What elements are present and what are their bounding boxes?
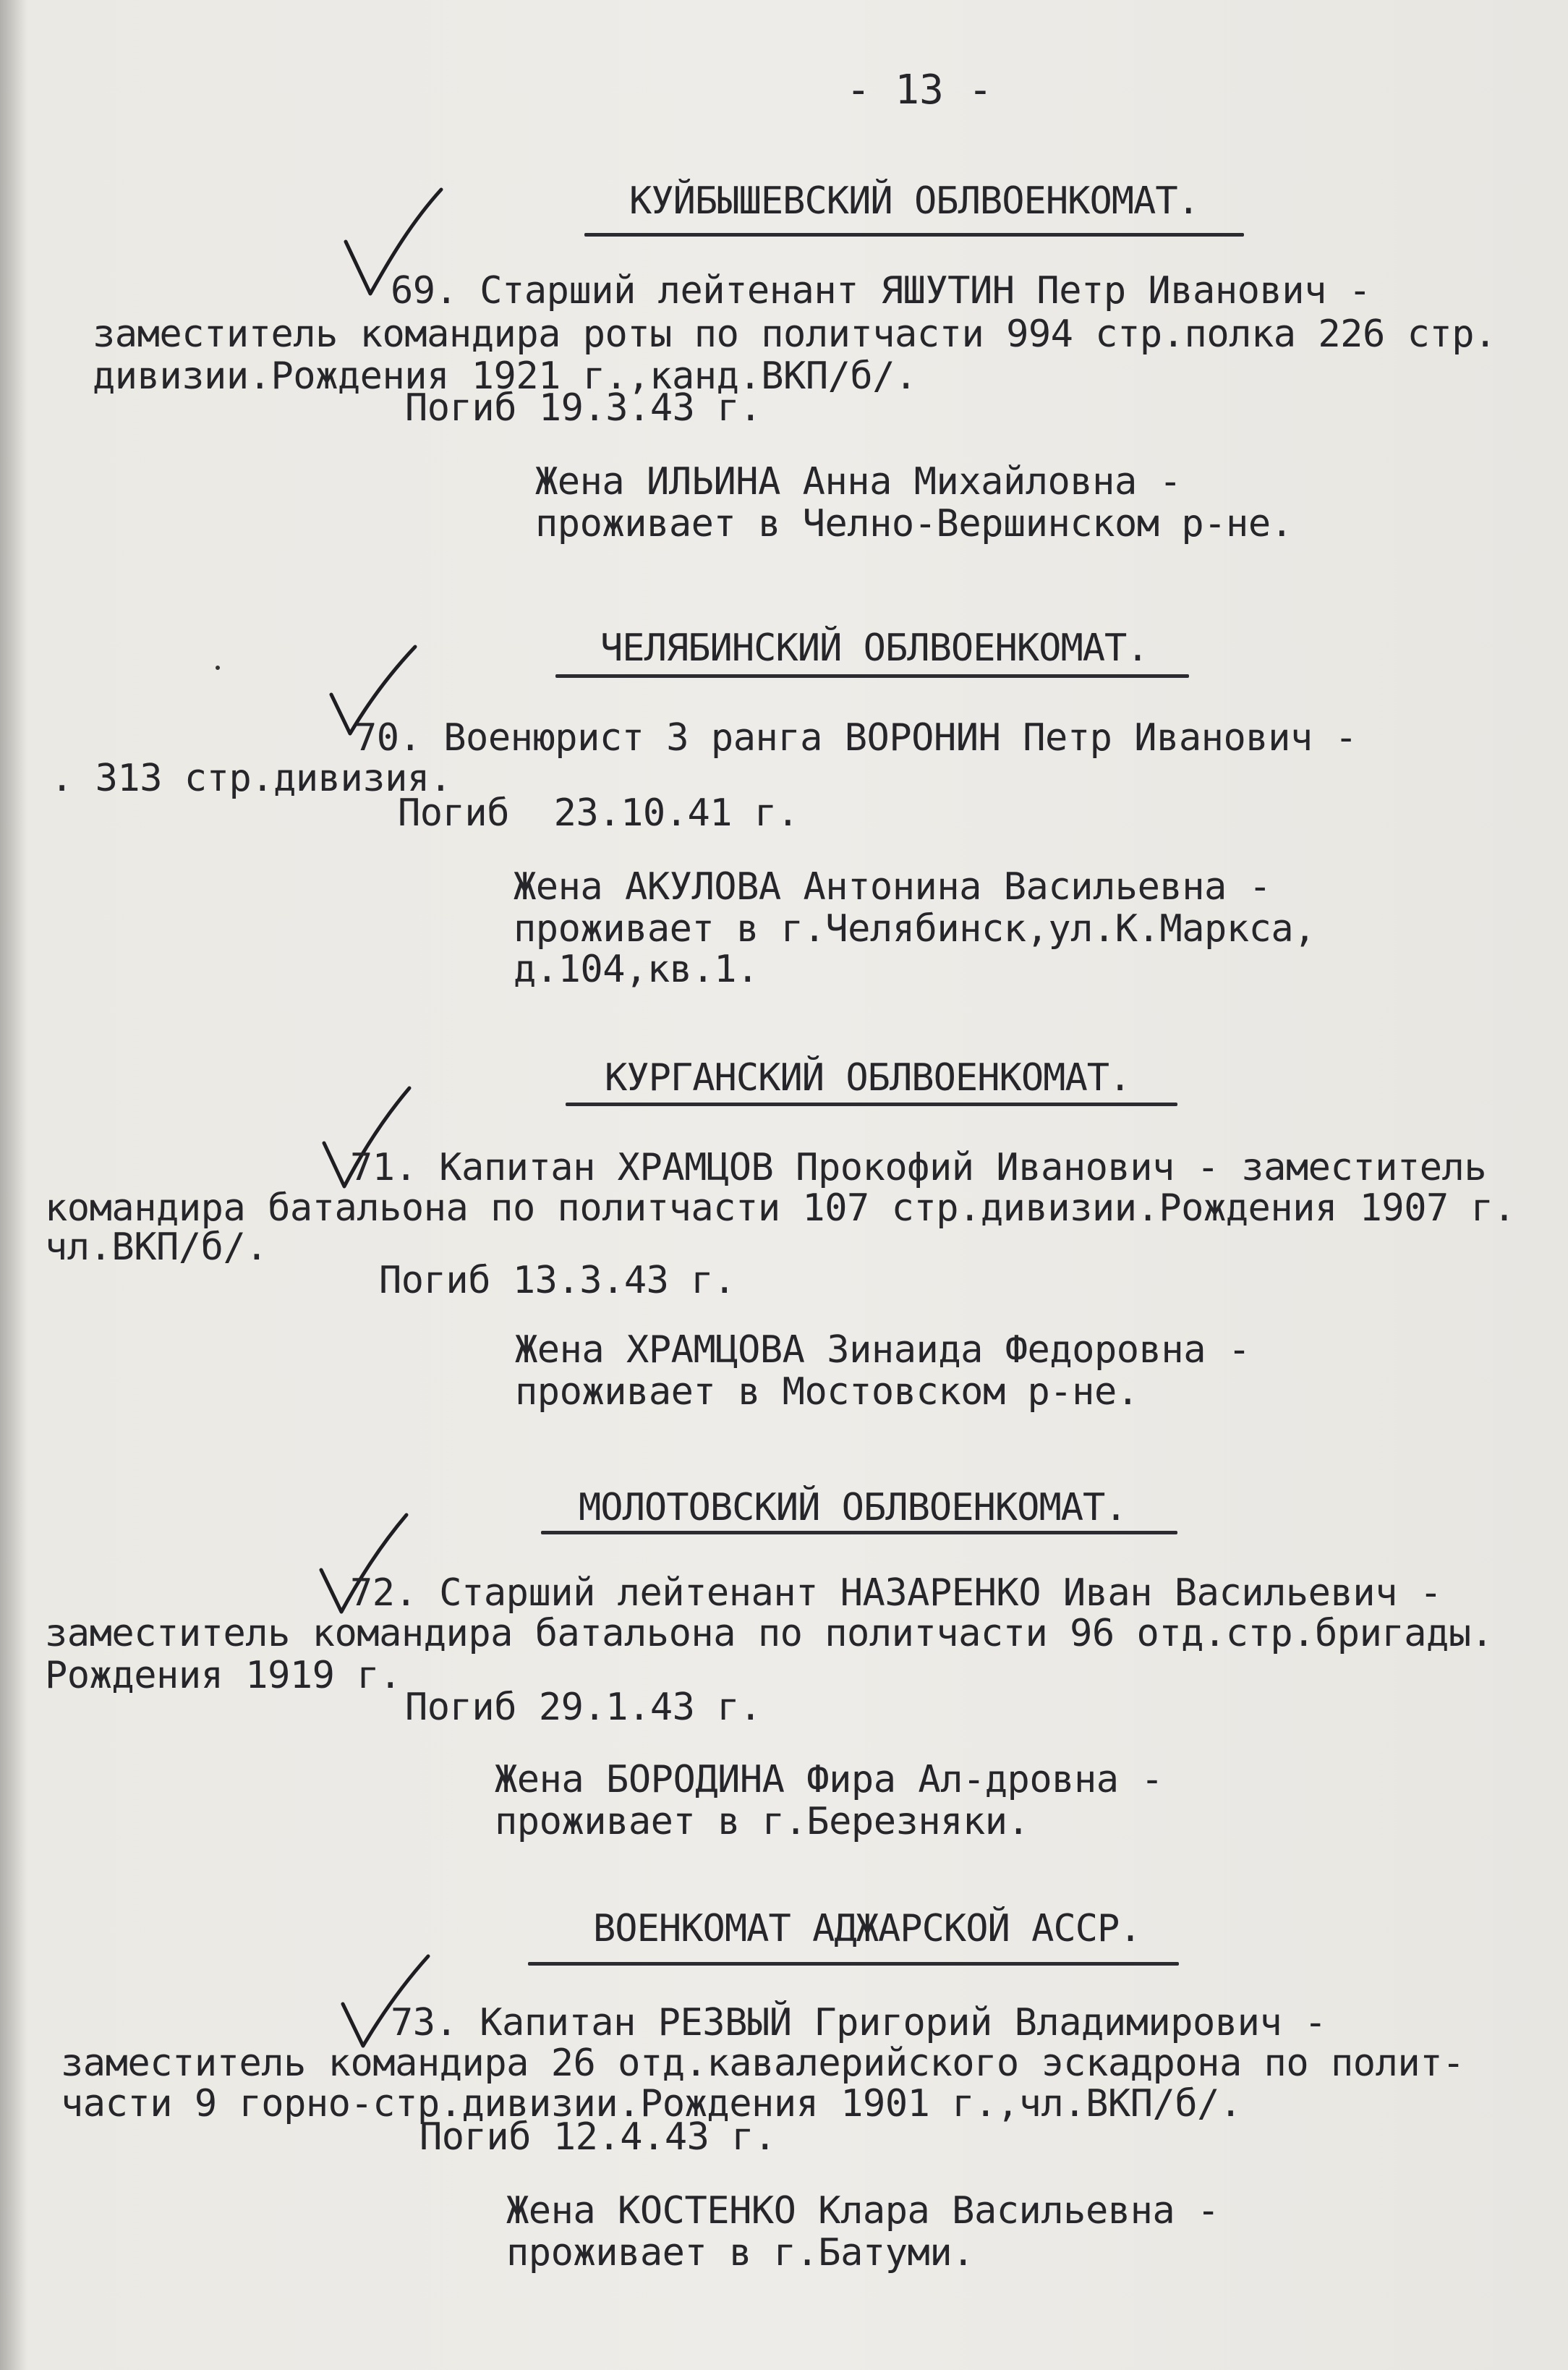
entry-73-death-date: Погиб 12.4.43 г. (419, 2115, 776, 2159)
section-heading-kuibyshev: КУЙБЫШЕВСКИЙ ОБЛВОЕНКОМАТ. (629, 179, 1199, 223)
entry-70-line-1: 70. Военюрист 3 ранга ВОРОНИН Петр Иванович - (354, 716, 1358, 760)
section-heading-chelyabinsk: ЧЕЛЯБИНСКИЙ ОБЛВОЕНКОМАТ. (600, 627, 1149, 670)
heading-underline (528, 1962, 1179, 1966)
heading-underline (584, 233, 1244, 237)
page-number: - 13 - (846, 67, 993, 114)
entry-73-line-2: заместитель командира 26 отд.кавалерийского эскадрона по полит- (61, 2042, 1465, 2085)
entry-71-death-date: Погиб 13.3.43 г. (379, 1259, 736, 1302)
page-edge-shadow (0, 0, 26, 2370)
entry-72-wife-line-2: проживает в г.Березняки. (495, 1800, 1030, 1843)
entry-72-wife-line-1: Жена БОРОДИНА Фира Ал-дровна - (495, 1758, 1164, 1801)
entry-72-line-2: заместитель командира батальона по политчасти 96 отд.стр.бригады. (45, 1612, 1494, 1655)
heading-underline (566, 1103, 1177, 1106)
heading-underline (555, 674, 1189, 678)
paper-speck (216, 666, 220, 670)
entry-72-death-date: Погиб 29.1.43 г. (405, 1686, 762, 1729)
entry-73-wife-line-1: Жена КОСТЕНКО Клара Васильевна - (506, 2189, 1219, 2233)
entry-69-wife-line-2: проживает в Челно-Вершинском р-не. (535, 502, 1293, 545)
entry-71-line-1: 71. Капитан ХРАМЦОВ Прокофий Иванович - заместитель (350, 1146, 1487, 1189)
section-heading-molotov: МОЛОТОВСКИЙ ОБЛВОЕНКОМАТ. (579, 1486, 1127, 1529)
entry-70-wife-line-3: д.104,кв.1. (514, 948, 759, 991)
entry-71-wife-line-2: проживает в Мостовском р-не. (515, 1370, 1139, 1414)
entry-69-death-date: Погиб 19.3.43 г. (405, 386, 762, 430)
entry-69-line-3: дивизии.Рождения 1921 г.,канд.ВКП/б/. (93, 354, 917, 398)
heading-underline (541, 1531, 1177, 1534)
entry-71-line-3: чл.ВКП/б/. (45, 1226, 268, 1269)
entry-72-line-3: Рождения 1919 г. (45, 1654, 401, 1697)
entry-71-line-2: командира батальона по политчасти 107 стр.дивизии.Рождения 1907 г. (45, 1186, 1516, 1230)
entry-73-line-1: 73. Капитан РЕЗВЫЙ Григорий Владимирович - (391, 2001, 1326, 2044)
entry-70-wife-line-1: Жена АКУЛОВА Антонина Васильевна - (514, 865, 1271, 909)
entry-70-death-date: Погиб 23.10.41 г. (398, 791, 799, 835)
entry-72-line-1: 72. Старший лейтенант НАЗАРЕНКО Иван Васильевич - (350, 1571, 1442, 1615)
entry-69-line-1: 69. Старший лейтенант ЯШУТИН Петр Иванович - (391, 269, 1371, 313)
entry-73-wife-line-2: проживает в г.Батуми. (506, 2231, 974, 2275)
section-heading-kurgan: КУРГАНСКИЙ ОБЛВОЕНКОМАТ. (605, 1056, 1131, 1100)
section-heading-adjara: ВОЕНКОМАТ АДЖАРСКОЙ АССР. (593, 1907, 1141, 1950)
entry-69-wife-line-1: Жена ИЛЬИНА Анна Михайловна - (535, 460, 1182, 504)
entry-70-line-2: . 313 стр.дивизия. (51, 757, 452, 800)
entry-69-line-2: заместитель командира роты по политчасти 994 стр.полка 226 стр. (93, 313, 1496, 356)
entry-73-line-3: части 9 горно-стр.дивизии.Рождения 1901 г.,чл.ВКП/б/. (61, 2082, 1242, 2125)
entry-70-wife-line-2: проживает в г.Челябинск,ул.К.Маркса, (514, 907, 1316, 951)
entry-71-wife-line-1: Жена ХРАМЦОВА Зинаида Федоровна - (515, 1328, 1250, 1372)
